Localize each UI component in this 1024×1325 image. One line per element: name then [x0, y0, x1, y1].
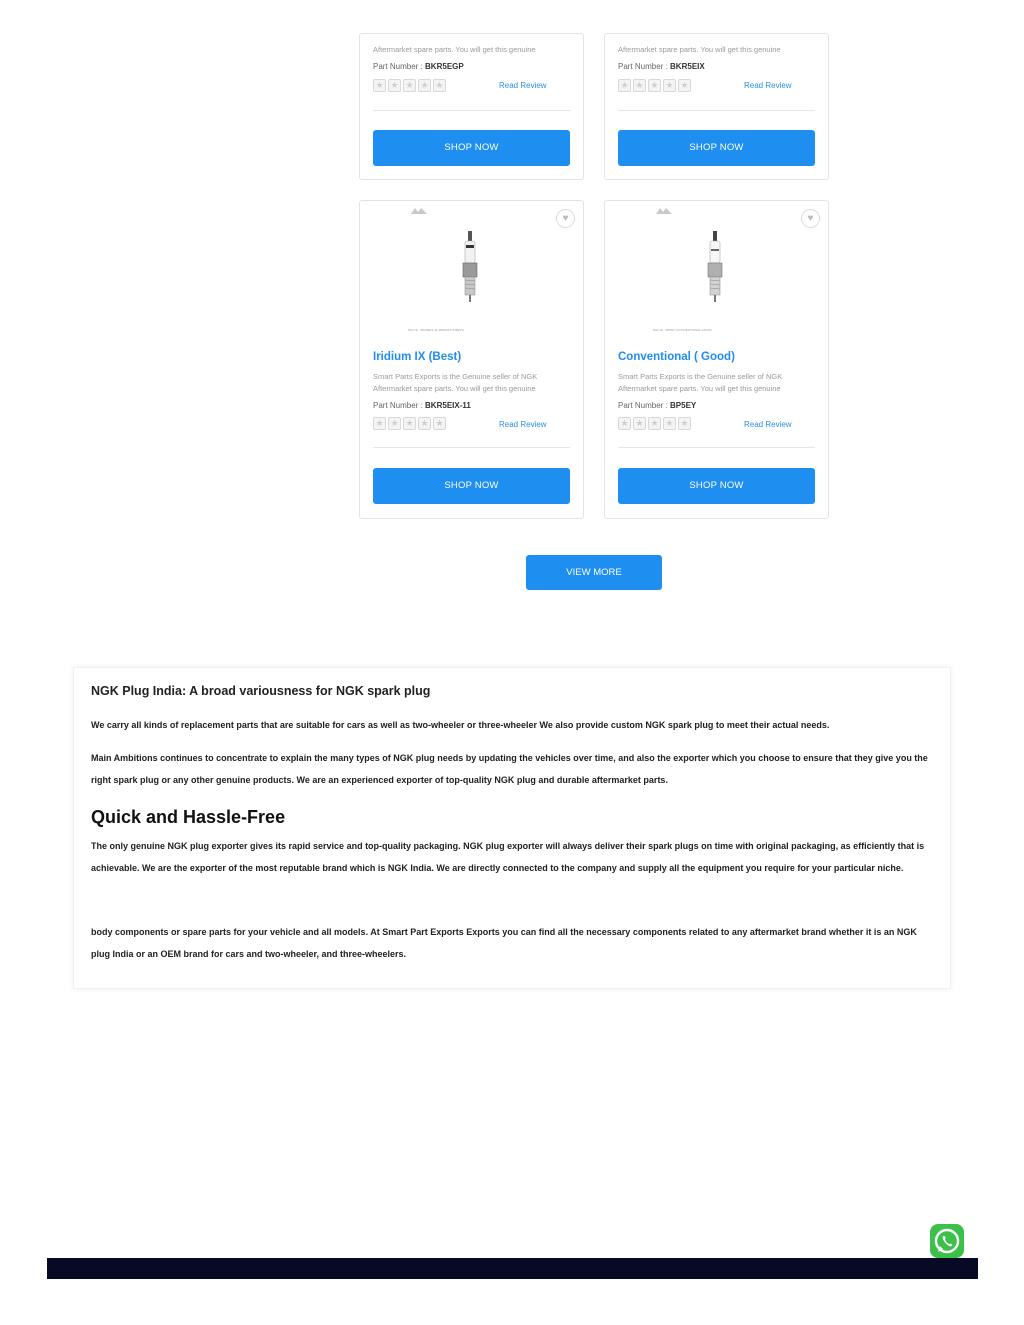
star-icon[interactable]: ★ [403, 417, 416, 430]
image-caption: Part No : BKR5EIX-11 (IRIDIUM IX BEST) [408, 328, 465, 332]
star-icon[interactable]: ★ [418, 417, 431, 430]
star-icon[interactable]: ★ [648, 417, 661, 430]
read-review-link[interactable]: Read Review [499, 81, 547, 90]
star-icon[interactable]: ★ [373, 417, 386, 430]
star-icon[interactable]: ★ [418, 79, 431, 92]
seo-article [73, 667, 951, 989]
read-review-link[interactable]: Read Review [744, 81, 792, 90]
star-icon[interactable]: ★ [633, 79, 646, 92]
star-icon[interactable]: ★ [433, 417, 446, 430]
article-heading: NGK Plug India: A broad variousness for NGK spark plug [91, 684, 431, 698]
part-number [373, 401, 471, 410]
star-icon[interactable]: ★ [388, 417, 401, 430]
divider [373, 110, 570, 111]
spark-plug-image[interactable] [700, 231, 730, 303]
star-icon[interactable]: ★ [388, 79, 401, 92]
part-number-label: Part Number : [618, 401, 668, 410]
rating-stars[interactable] [373, 79, 446, 92]
read-review-link[interactable]: Read Review [744, 420, 792, 429]
product-title[interactable]: Iridium IX (Best) [373, 351, 462, 363]
part-number [618, 62, 705, 71]
star-icon[interactable]: ★ [663, 79, 676, 92]
part-number-label: Part Number : [618, 62, 668, 71]
spark-plug-image[interactable] [455, 231, 485, 303]
whatsapp-glyph [930, 1224, 964, 1258]
product-description: Smart Parts Exports is the Genuine seller of NGK Aftermarket spare parts. You will get this genuine [373, 372, 538, 393]
rating-stars[interactable] [618, 417, 691, 430]
brand-logo [410, 207, 428, 215]
rating-stars[interactable] [618, 79, 691, 92]
star-icon[interactable]: ★ [373, 79, 386, 92]
view-more-button[interactable]: VIEW MORE [526, 555, 662, 590]
part-number [618, 401, 696, 410]
product-card [359, 33, 584, 180]
star-icon[interactable]: ★ [618, 79, 631, 92]
product-description: Aftermarket spare parts. You will get this genuine [618, 45, 781, 54]
rating-stars[interactable] [373, 417, 446, 430]
star-icon[interactable]: ★ [663, 417, 676, 430]
part-number-value: BKR5EGP [425, 62, 464, 71]
shop-now-button[interactable]: SHOP NOW [373, 130, 570, 166]
image-caption: Part No : BP5EY (CONVENTIONAL GOOD) [653, 328, 712, 332]
brand-logo [655, 207, 673, 215]
star-icon[interactable]: ★ [403, 79, 416, 92]
shop-now-button[interactable]: SHOP NOW [373, 468, 570, 504]
product-description: Smart Parts Exports is the Genuine seller of NGK Aftermarket spare parts. You will get this genuine [618, 372, 783, 393]
article-paragraph: body components or spare parts for your vehicle and all models. At Smart Part Exports Exports you can find all the necessary components related to any aftermarket brand whether it is an NGK plug India or an OEM brand for cars and two-wheeler, and three-wheelers. [91, 927, 917, 959]
article-paragraph: Main Ambitions continues to concentrate to explain the many types of NGK plug needs by updating the vehicles over time, and also the exporter which you choose to ensure that they give you the right spark plug or any other genuine products. We are an experienced exporter of top-quality NGK plug and durable aftermarket parts. [91, 753, 928, 785]
shop-now-button[interactable]: SHOP NOW [618, 130, 815, 166]
read-review-link[interactable]: Read Review [499, 420, 547, 429]
heart-icon[interactable]: ♥ [801, 209, 820, 228]
shop-now-button[interactable]: SHOP NOW [618, 468, 815, 504]
star-icon[interactable]: ★ [678, 417, 691, 430]
article-paragraph: The only genuine NGK plug exporter gives its rapid service and top-quality packaging. NGK plug exporter will always deliver their spark plugs on time with original packaging, as efficiently that is achievable. We are the exporter of the most reputable brand which is NGK India. We are directly connected to the company and supply all the equipment you require for your particular niche. [91, 841, 925, 873]
footer-bar [47, 1258, 978, 1279]
product-card [604, 200, 829, 519]
product-title[interactable]: Conventional ( Good) [618, 351, 735, 363]
product-description: Aftermarket spare parts. You will get this genuine [373, 45, 536, 54]
star-icon[interactable]: ★ [678, 79, 691, 92]
part-number-value: BKR5EIX-11 [425, 401, 471, 410]
star-icon[interactable]: ★ [648, 79, 661, 92]
part-number-value: BP5EY [670, 401, 697, 410]
whatsapp-icon[interactable] [930, 1224, 964, 1258]
article-subheading: Quick and Hassle-Free [91, 807, 286, 827]
part-number-value: BKR5EIX [670, 62, 705, 71]
part-number-label: Part Number : [373, 401, 423, 410]
part-number [373, 62, 464, 71]
article-paragraph: We carry all kinds of replacement parts that are suitable for cars as well as two-wheeler or three-wheeler We also provide custom NGK spark plug to meet their actual needs. [91, 720, 830, 730]
divider [373, 447, 570, 448]
star-icon[interactable]: ★ [633, 417, 646, 430]
heart-icon[interactable]: ♥ [556, 209, 575, 228]
part-number-label: Part Number : [373, 62, 423, 71]
divider [618, 110, 815, 111]
divider [618, 447, 815, 448]
star-icon[interactable]: ★ [618, 417, 631, 430]
product-card [604, 33, 829, 180]
product-card [359, 200, 584, 519]
star-icon[interactable]: ★ [433, 79, 446, 92]
